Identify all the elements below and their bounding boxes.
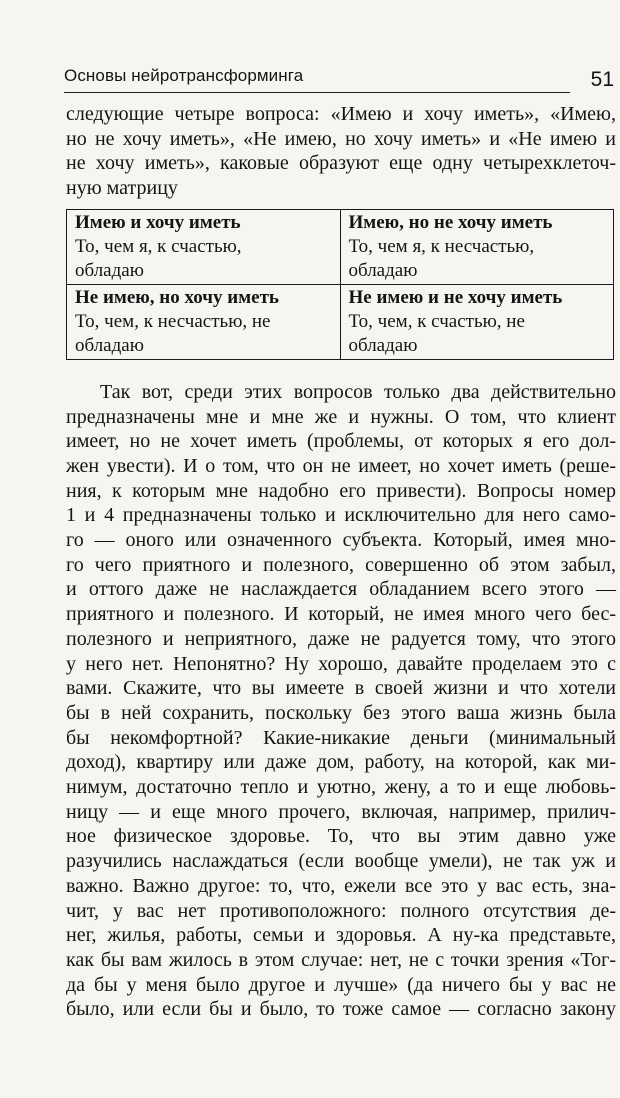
- text-line: доход), квартиру или даже дом, работу, на которой, как ми-: [66, 751, 616, 774]
- matrix-cell-text: обладаю: [75, 334, 144, 356]
- text-line: жен увести). И о том, что он не имеет, но хочет иметь (реше-: [66, 454, 616, 477]
- text-line: у него нет. Непонятно? Ну хорошо, давайте проделаем это с: [66, 652, 616, 675]
- matrix-cell-title: Не имею, но хочу иметь: [75, 286, 279, 308]
- text-line: чит, у вас нет противоположного: полного отсутствия де-: [66, 899, 616, 922]
- text-line: нег, жилья, работы, семьи и здоровья. А ну-ка представьте,: [66, 924, 616, 947]
- matrix-cell-text: обладаю: [348, 259, 418, 281]
- matrix-cell-text: То, чем, к несчастью, не: [75, 310, 271, 332]
- text-line: имеет, но не хочет иметь (проблемы, от которых я его дол-: [66, 430, 616, 453]
- matrix-cell-text: То, чем, к счастью, не: [348, 310, 525, 332]
- text-line: следующие четыре вопроса: «Имею и хочу иметь», «Имею,: [66, 103, 616, 125]
- text-line: бы некомфортной? Какие-никакие деньги (минимальный: [66, 726, 616, 749]
- text-line: было, или если бы и было, то тоже самое — согласно закону: [66, 998, 616, 1021]
- text-line: ное физическое здоровье. То, что вы этим давно уже: [66, 825, 616, 848]
- matrix-cell-text: То, чем я, к счастью,: [75, 235, 242, 257]
- page-content: [66, 102, 616, 1022]
- text-line: полезного и неприятного, даже не радуется тому, что этого: [66, 627, 616, 650]
- text-line: ную матрицу: [66, 177, 178, 200]
- four-cell-matrix: [66, 209, 614, 360]
- text-line: Так вот, среди этих вопросов только два действительно: [100, 380, 616, 403]
- matrix-cell-title: Имею и хочу иметь: [75, 211, 241, 233]
- text-line: нимум, достаточно тепло и уютно, жену, а то и еще любовь-: [66, 776, 616, 799]
- text-line: 1 и 4 предназначены только и исключительно для него само-: [66, 504, 616, 527]
- text-line: ницу — и еще много прочего, включая, например, прилич-: [66, 800, 616, 823]
- matrix-cell-title: Имею, но не хочу иметь: [348, 211, 553, 233]
- matrix-cell-title: Не имею и не хочу иметь: [348, 286, 563, 308]
- text-line: да бы у меня было другое и лучше» (да ничего бы у вас не: [66, 973, 616, 996]
- matrix-cell-text: обладаю: [348, 334, 418, 356]
- text-line: вами. Скажите, что вы имеете в своей жизни и что хотели: [66, 677, 616, 700]
- text-line: го — оного или означенного субъекта. Который, имея мно-: [66, 529, 616, 552]
- text-line: важно. Важно другое: то, что, ежели все это у вас есть, зна-: [66, 874, 616, 897]
- matrix-cell: [67, 209, 341, 284]
- matrix-cell: [340, 209, 614, 284]
- text-line: разучились наслаждаться (если вообще умели), не так уж и: [66, 850, 616, 873]
- intro-paragraph: [66, 102, 616, 201]
- text-line: приятного и полезного. И который, не имея много чего бес-: [66, 603, 616, 626]
- matrix-cell-text: То, чем я, к несчастью,: [348, 235, 535, 257]
- text-line: но не хочу иметь», «Не имею, но хочу иметь» и «Не имею и: [66, 127, 616, 150]
- text-line: и оттого даже не наслаждается обладанием всего этого —: [66, 578, 616, 601]
- running-header: [64, 62, 616, 96]
- matrix-cell-text: обладаю: [75, 259, 144, 281]
- text-line: не хочу иметь», каковые образуют еще одну четырехклеточ-: [66, 152, 616, 175]
- body-paragraph: [66, 380, 616, 1022]
- header-rule: [64, 92, 570, 93]
- text-line: ния, к которым мне надобно его привести). Вопросы номер: [66, 479, 616, 502]
- text-line: го чего приятного и полезного, совершенно об этом забыл,: [66, 553, 616, 576]
- page-number: 51: [590, 68, 614, 91]
- text-line: как бы вам жилось в этом случае: нет, не с точки зрения «Тог-: [66, 948, 616, 971]
- matrix-cell: [67, 284, 341, 359]
- running-title: Основы нейротрансформинга: [64, 66, 304, 85]
- matrix-cell: [340, 284, 614, 359]
- text-line: предназначены мне и мне же и нужны. О том, что клиент: [66, 405, 616, 428]
- text-line: бы в ней сохранить, поскольку без этого ваша жизнь была: [66, 701, 616, 724]
